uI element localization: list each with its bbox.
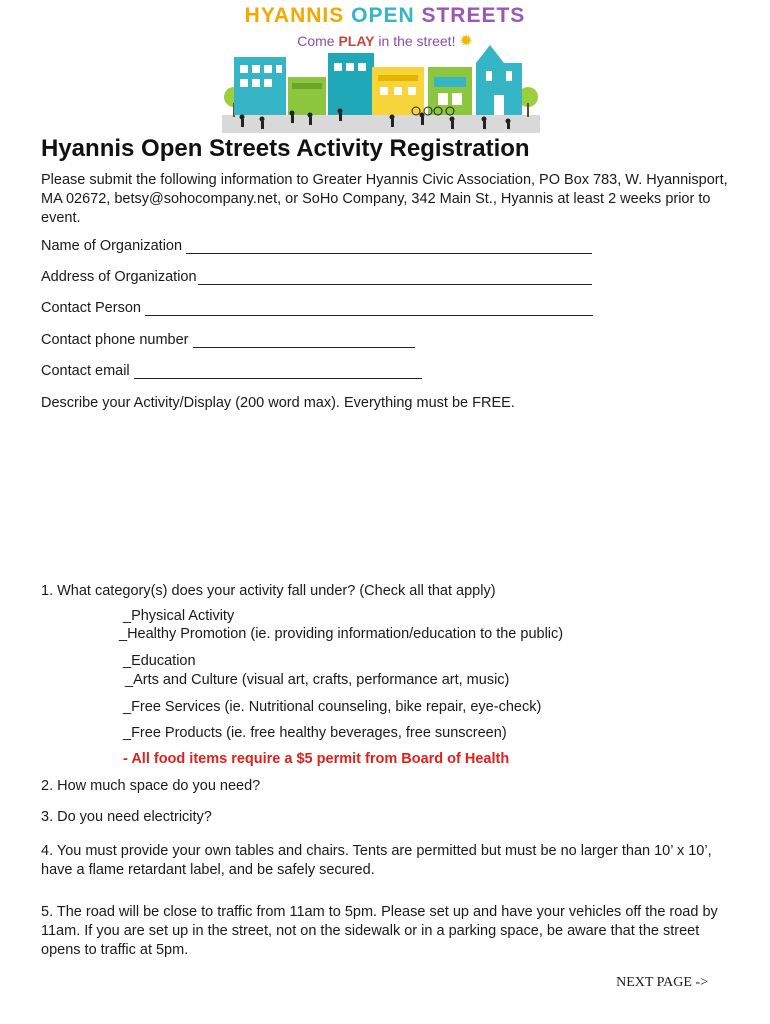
- question-1: 1. What category(s) does your activity fall under? (Check all that apply): [41, 583, 496, 599]
- category-option[interactable]: _Physical Activity: [123, 608, 235, 624]
- street-illustration: [222, 45, 540, 133]
- describe-activity-label: Describe your Activity/Display (200 word max). Everything must be FREE.: [41, 395, 515, 411]
- email-input-line[interactable]: [134, 364, 422, 379]
- sun-icon: ✹: [459, 33, 473, 50]
- organization-field: [41, 238, 592, 254]
- address-input-line[interactable]: [198, 270, 592, 285]
- phone-label: Contact phone number: [41, 332, 189, 348]
- food-permit-warning: - All food items require a $5 permit from Board of Health: [123, 751, 510, 767]
- contact-person-input-line[interactable]: [145, 301, 593, 316]
- organization-label: Name of Organization: [41, 238, 183, 254]
- question-5: 5. The road will be close to traffic from 11am to 5pm. Please set up and have your vehicles off the road by 11am. If you are set up in the street, not on the sidewalk or in a parking space, be aware that the street opens to traffic at 5pm.: [41, 904, 718, 958]
- phone-field: [41, 332, 415, 348]
- logo-title: [0, 4, 770, 28]
- logo-word-2: OPEN: [351, 4, 415, 27]
- category-option[interactable]: _Arts and Culture (visual art, crafts, performance art, music): [125, 672, 510, 688]
- email-label: Contact email: [41, 363, 130, 379]
- question-3: 3. Do you need electricity?: [41, 809, 212, 825]
- tagline-emphasis: PLAY: [338, 33, 375, 49]
- tagline-start: Come: [297, 33, 339, 49]
- logo-word-1: HYANNIS: [244, 4, 345, 27]
- category-option[interactable]: _Education: [123, 653, 196, 669]
- email-field: [41, 363, 422, 379]
- category-option[interactable]: _Healthy Promotion (ie. providing information/education to the public): [119, 626, 564, 642]
- category-option[interactable]: _Free Products (ie. free healthy beverages, free sunscreen): [123, 725, 507, 741]
- page-title: Hyannis Open Streets Activity Registration: [41, 135, 530, 162]
- logo-word-3: STREETS: [421, 4, 526, 27]
- address-label: Address of Organization: [41, 269, 197, 285]
- phone-input-line[interactable]: [193, 333, 415, 348]
- contact-person-field: [41, 300, 593, 316]
- organization-input-line[interactable]: [186, 239, 592, 254]
- address-field: [41, 269, 592, 285]
- activity-description-area[interactable]: [41, 416, 731, 576]
- contact-person-label: Contact Person: [41, 300, 141, 316]
- next-page-link[interactable]: NEXT PAGE ->: [616, 975, 708, 990]
- intro-text: Please submit the following information to Greater Hyannis Civic Association, PO Box 783, W. Hyannisport, MA 02672, betsy@sohocompany.net, or SoHo Company, 342 Main St., Hyannis at least 2 weeks prior to event.: [41, 172, 728, 226]
- question-4: 4. You must provide your own tables and chairs. Tents are permitted but must be no larger than 10’ x 10’, have a flame retardant label, and be safely secured.: [41, 843, 712, 878]
- question-2: 2. How much space do you need?: [41, 778, 261, 794]
- tagline-end: in the street!: [374, 33, 456, 49]
- category-option[interactable]: _Free Services (ie. Nutritional counseling, bike repair, eye-check): [123, 699, 542, 715]
